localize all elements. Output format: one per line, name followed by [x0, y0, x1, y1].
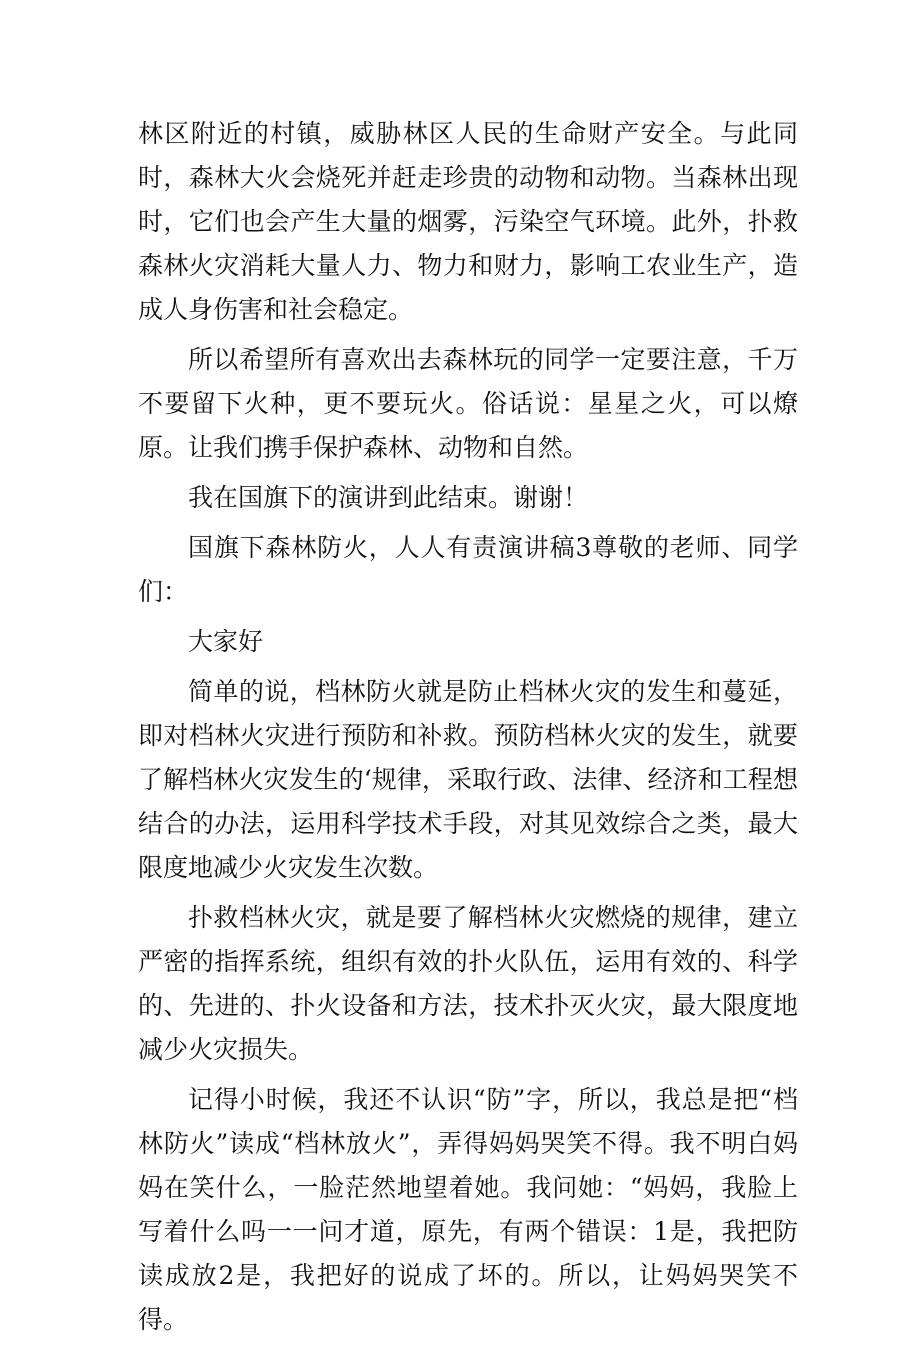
paragraph-continuation: 林区附近的村镇，威胁林区人民的生命财产安全。与此同时，森林大火会烧死并赶走珍贵的动物和动物。当森林出现时，它们也会产生大量的烟雾，污染空气环境。此外，扑救森林火灾消耗大量人力、物力和财力，影响工农业生产，造成人身伤害和社会稳定。: [138, 119, 798, 324]
paragraph-prevention: 简单的说，档林防火就是防止档林火灾的发生和蔓延，即对档林火灾进行预防和补救。预防档林火灾的发生，就要了解档林火灾发生的‘规律，采取行政、法律、经济和工程想结合的办法，运用科学技术手段，对其见效综合之类，最大限度地减少火灾发生次数。: [138, 677, 798, 882]
document-body: [138, 112, 798, 1348]
paragraph-greeting: 大家好: [188, 627, 264, 656]
paragraph-closing: 我在国旗下的演讲到此结束。谢谢！: [188, 483, 589, 512]
paragraph-speech-title: 国旗下森林防火，人人有责演讲稿3尊敬的老师、同学们：: [138, 533, 798, 606]
paragraph-childhood-story: 记得小时候，我还不认识“防”字，所以，我总是把“档林防火”读成“档林放火”，弄得妈妈哭笑不得。我不明白妈妈在笑什么，一脸茫然地望着她。我问她：“妈妈，我脸上写着什么吗一一问才道，原先，有两个错误：1是，我把防读成放2是，我把好的说成了坏的。所以，让妈妈哭笑不得。: [138, 1085, 798, 1334]
paragraph-appeal: 所以希望所有喜欢出去森林玩的同学一定要注意，千万不要留下火种，更不要玩火。俗话说：星星之火，可以燎原。让我们携手保护森林、动物和自然。: [138, 345, 798, 462]
paragraph-firefighting: 扑救档林火灾，就是要了解档林火灾燃烧的规律，建立严密的指挥系统，组织有效的扑火队伍，运用有效的、科学的、先进的、扑火设备和方法，技术扑灭火灾，最大限度地减少火灾损失。: [138, 903, 798, 1064]
